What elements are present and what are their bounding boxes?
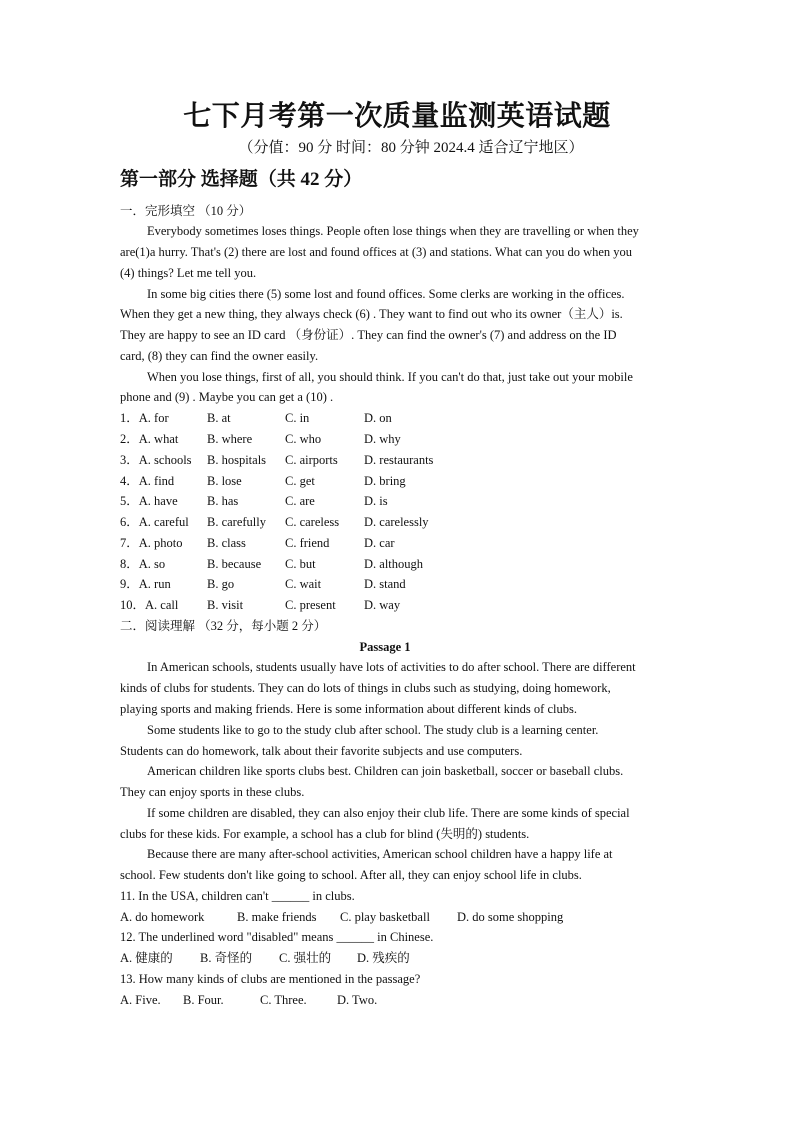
question-13-stem: 13. How many kinds of clubs are mentioned in the passage? bbox=[120, 971, 421, 986]
option-b: B. hospitals bbox=[207, 452, 267, 467]
reading-paragraph-1 bbox=[120, 657, 720, 719]
paragraph-line: playing sports and making friends. Here is some information about different kinds of clubs. bbox=[120, 701, 577, 716]
question-number: 3． bbox=[120, 452, 139, 467]
option-a bbox=[120, 471, 207, 492]
paragraph-line: phone and (9) . Maybe you can get a (10) . bbox=[120, 390, 334, 405]
option-d: D. restaurants bbox=[364, 452, 434, 467]
option-b: B. at bbox=[207, 411, 231, 426]
cloze-question-3 bbox=[120, 450, 720, 471]
option-text: A. for bbox=[138, 411, 169, 426]
option-a bbox=[120, 574, 207, 595]
option-b: B. visit bbox=[207, 598, 244, 613]
question-number: 6． bbox=[120, 515, 139, 530]
option-text: A. schools bbox=[138, 452, 192, 467]
option-c: C. wait bbox=[285, 577, 322, 592]
option-b: B. where bbox=[207, 432, 253, 447]
cloze-question-10 bbox=[120, 595, 720, 616]
option-d: D. bring bbox=[364, 473, 406, 488]
option-c: C. airports bbox=[285, 452, 338, 467]
cloze-question-4 bbox=[120, 471, 720, 492]
paragraph-line: Because there are many after-school activities, American school children have a happy life at bbox=[147, 847, 613, 862]
option-text: A. find bbox=[138, 473, 175, 488]
paragraph-line: kinds of clubs for students. They can do lots of things in clubs such as studying, doing homework, bbox=[120, 681, 611, 696]
reading-paragraph-2 bbox=[120, 720, 720, 762]
paragraph-line: American children like sports clubs best. Children can join basketball, soccer or baseball clubs. bbox=[147, 764, 624, 779]
option-d: D. is bbox=[364, 494, 388, 509]
option-a bbox=[120, 533, 207, 554]
paragraph-line: Everybody sometimes loses things. People often lose things when they are travelling or when they bbox=[147, 224, 639, 239]
option-c: C. present bbox=[285, 598, 336, 613]
option-d: D. car bbox=[364, 535, 395, 550]
paragraph-line: They can enjoy sports in these clubs. bbox=[120, 785, 305, 800]
option-text: A. have bbox=[138, 494, 178, 509]
cloze-heading: 一．完形填空 （10 分） bbox=[120, 203, 252, 218]
option-c: C. who bbox=[285, 432, 322, 447]
question-number: 2． bbox=[120, 432, 139, 447]
cloze-paragraph-3 bbox=[120, 367, 720, 409]
question-12-options bbox=[120, 948, 720, 969]
option-text: A. photo bbox=[138, 535, 183, 550]
option-c: C. play basketball bbox=[340, 909, 430, 924]
part-one-heading: 第一部分 选择题（共 42 分） bbox=[120, 169, 363, 190]
cloze-paragraph-1 bbox=[120, 221, 720, 283]
paragraph-line: In some big cities there (5) some lost and found offices. Some clerks are working in the offices. bbox=[147, 286, 625, 301]
question-number: 7． bbox=[120, 535, 139, 550]
option-b: B. because bbox=[207, 556, 262, 571]
option-a bbox=[120, 450, 207, 471]
cloze-question-7 bbox=[120, 533, 720, 554]
paragraph-line: When you lose things, first of all, you should think. If you can't do that, just take out your mobile bbox=[147, 369, 633, 384]
exam-header bbox=[0, 0, 794, 201]
option-a bbox=[120, 554, 207, 575]
paragraph-line: Students can do homework, talk about their favorite subjects and use computers. bbox=[120, 743, 523, 758]
option-a: A. 健康的 bbox=[120, 951, 173, 966]
question-number: 1． bbox=[120, 411, 139, 426]
option-b: B. 奇怪的 bbox=[200, 951, 253, 966]
question-number: 10． bbox=[120, 598, 146, 613]
exam-subtitle: （分值：90 分 时间：80 分钟 2024.4 适合辽宁地区） bbox=[238, 140, 584, 156]
option-a bbox=[120, 408, 207, 429]
option-a: A. Five. bbox=[120, 992, 161, 1007]
option-a bbox=[120, 429, 207, 450]
option-a bbox=[120, 491, 207, 512]
option-c: C. are bbox=[285, 494, 315, 509]
paragraph-line: When they get a new thing, they always check (6) . They want to find out who its owner（主人）is. bbox=[120, 307, 623, 322]
option-a bbox=[120, 512, 207, 533]
option-d: D. way bbox=[364, 598, 401, 613]
paragraph-line: Some students like to go to the study club after school. The study club is a learning center. bbox=[147, 722, 599, 737]
exam-body bbox=[0, 201, 720, 1011]
option-c: C. but bbox=[285, 556, 316, 571]
option-b: B. lose bbox=[207, 473, 242, 488]
question-11-options bbox=[120, 907, 720, 928]
question-12-stem: 12. The underlined word "disabled" means ______ in Chinese. bbox=[120, 930, 434, 945]
paragraph-line: They are happy to see an ID card （身份证）. They can find the owner's (7) and address on the ID bbox=[120, 328, 617, 343]
cloze-question-9 bbox=[120, 574, 720, 595]
cloze-question-6 bbox=[120, 512, 720, 533]
option-a bbox=[120, 595, 207, 616]
question-number: 9． bbox=[120, 577, 139, 592]
paragraph-line: (4) things? Let me tell you. bbox=[120, 265, 257, 280]
option-c: C. careless bbox=[285, 515, 340, 530]
option-b: B. make friends bbox=[237, 909, 317, 924]
reading-paragraph-4 bbox=[120, 803, 720, 845]
option-c: C. friend bbox=[285, 535, 330, 550]
question-13-options bbox=[120, 990, 720, 1011]
option-d: D. stand bbox=[364, 577, 406, 592]
question-number: 4． bbox=[120, 473, 139, 488]
option-text: A. careful bbox=[138, 515, 189, 530]
option-c: C. in bbox=[285, 411, 310, 426]
option-d: D. Two. bbox=[337, 992, 378, 1007]
reading-heading: 二．阅读理解 （32 分，每小题 2 分） bbox=[120, 618, 327, 633]
paragraph-line: If some children are disabled, they can also enjoy their club life. There are some kinds of special bbox=[147, 805, 630, 820]
option-b: B. Four. bbox=[183, 992, 224, 1007]
option-c: C. Three. bbox=[260, 992, 307, 1007]
option-c: C. 强壮的 bbox=[279, 951, 332, 966]
cloze-paragraph-2 bbox=[120, 284, 720, 367]
option-b: B. carefully bbox=[207, 515, 267, 530]
cloze-question-1 bbox=[120, 408, 720, 429]
option-text: A. call bbox=[145, 598, 179, 613]
option-c: C. get bbox=[285, 473, 315, 488]
question-11-stem: 11. In the USA, children can't ______ in clubs. bbox=[120, 888, 355, 903]
option-text: A. so bbox=[138, 556, 166, 571]
reading-paragraph-5 bbox=[120, 844, 720, 886]
option-d: D. 残疾的 bbox=[357, 951, 410, 966]
option-d: D. why bbox=[364, 432, 401, 447]
option-a: A. do homework bbox=[120, 909, 205, 924]
paragraph-line: card, (8) they can find the owner easily. bbox=[120, 348, 319, 363]
passage-title: Passage 1 bbox=[359, 639, 411, 654]
option-text: A. what bbox=[138, 432, 179, 447]
option-d: D. although bbox=[364, 556, 424, 571]
exam-title: 七下月考第一次质量监测英语试题 bbox=[183, 101, 611, 132]
option-b: B. class bbox=[207, 535, 246, 550]
cloze-question-2 bbox=[120, 429, 720, 450]
paragraph-line: clubs for these kids. For example, a school has a club for blind (失明的) students. bbox=[120, 826, 530, 841]
question-number: 5． bbox=[120, 494, 139, 509]
cloze-question-5 bbox=[120, 491, 720, 512]
option-text: A. run bbox=[138, 577, 171, 592]
reading-paragraph-3 bbox=[120, 761, 720, 803]
option-b: B. has bbox=[207, 494, 239, 509]
option-d: D. carelessly bbox=[364, 515, 429, 530]
question-number: 8． bbox=[120, 556, 139, 571]
paragraph-line: In American schools, students usually have lots of activities to do after school. There are different bbox=[147, 660, 636, 675]
option-d: D. do some shopping bbox=[457, 909, 564, 924]
option-b: B. go bbox=[207, 577, 235, 592]
paragraph-line: are(1)a hurry. That's (2) there are lost and found offices at (3) and stations. What can you do when you bbox=[120, 245, 633, 260]
cloze-question-8 bbox=[120, 554, 720, 575]
option-d: D. on bbox=[364, 411, 392, 426]
paragraph-line: school. Few students don't like going to school. After all, they can enjoy school life in clubs. bbox=[120, 868, 582, 883]
